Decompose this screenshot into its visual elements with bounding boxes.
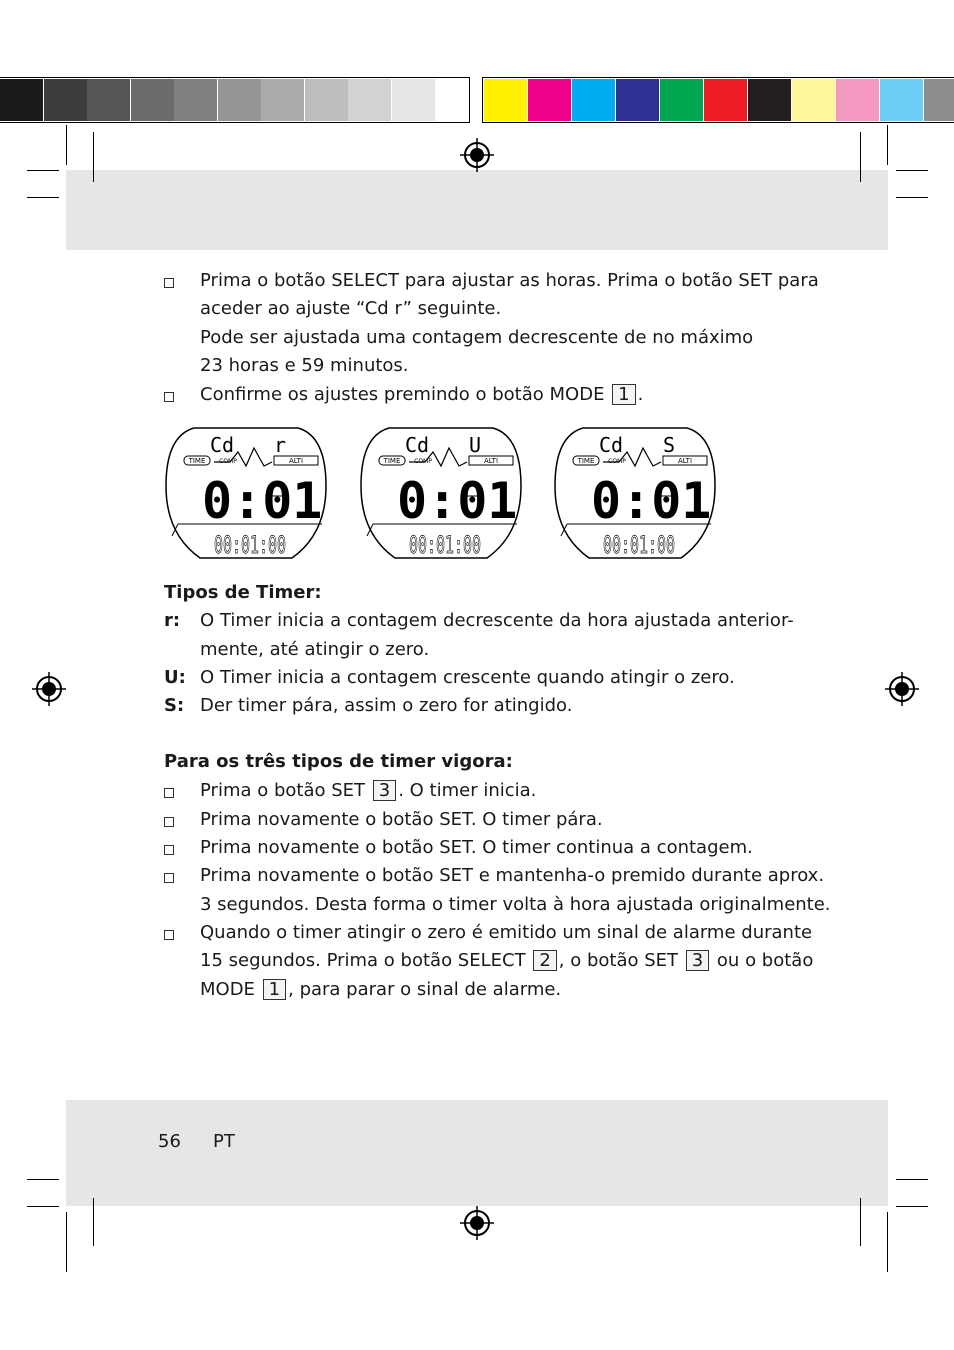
timer-type-indicator: S: [663, 433, 676, 457]
registration-mark-icon: [460, 138, 494, 172]
section-heading: Tipos de Timer:: [164, 582, 322, 603]
time-label: TIME: [383, 457, 401, 465]
crop-mark: [66, 1212, 67, 1272]
step-text: 15 segundos. Prima o botão SELECT: [200, 950, 526, 971]
paragraph-line: [200, 381, 643, 410]
paragraph-line: 23 horas e 59 minutos.: [200, 355, 409, 376]
mode-button-reference: 1: [612, 384, 635, 405]
crop-mark: [27, 1179, 59, 1180]
step-text: , para parar o sinal de alarme.: [288, 979, 562, 1000]
step-text: ou o botão: [716, 950, 814, 971]
page-number: 56: [158, 1131, 181, 1152]
paragraph-line: [200, 947, 813, 976]
timer-type-indicator: U: [469, 433, 482, 457]
comp-label: COMP: [219, 458, 237, 465]
confirm-text: Confirme os ajustes premindo o botão MODE: [200, 384, 605, 405]
paragraph-line: Pode ser ajustada uma contagem decrescente de no máximo: [200, 327, 754, 348]
paragraph-line: Prima novamente o botão SET. O timer continua a contagem.: [200, 837, 753, 858]
paragraph-line: Prima novamente o botão SET. O timer pára.: [200, 809, 603, 830]
sub-digits: 00:01:00: [409, 531, 481, 559]
main-digits: 0:01: [591, 472, 712, 530]
registration-mark-icon: [460, 1206, 494, 1240]
bullet-box: [164, 392, 174, 402]
mode-indicator: Cd: [599, 433, 624, 457]
time-label: TIME: [188, 457, 206, 465]
watch-face: [164, 426, 328, 560]
crop-mark: [896, 170, 928, 171]
definition-label: U:: [164, 667, 186, 688]
bullet-box: [164, 788, 174, 798]
crop-mark: [93, 132, 94, 182]
registration-mark-icon: [32, 672, 66, 706]
crop-mark: [27, 197, 59, 198]
crop-mark: [860, 1198, 861, 1246]
bullet-box: [164, 278, 174, 288]
set-button-reference: 3: [686, 950, 709, 971]
bullet-box: [164, 930, 174, 940]
definition-label: r:: [164, 610, 181, 631]
crop-mark: [896, 1179, 928, 1180]
alti-label: ALTI: [288, 457, 304, 465]
paragraph-line: Prima o botão SELECT para ajustar as horas. Prima o botão SET para: [200, 270, 819, 291]
main-digits: 0:01: [202, 472, 323, 530]
color-bar-frame: [482, 77, 954, 123]
watch-display: [553, 426, 717, 560]
crop-mark: [887, 125, 888, 165]
paragraph-line: aceder ao ajuste “Cd r” seguinte.: [200, 298, 502, 319]
step-text: , o botão SET: [558, 950, 678, 971]
watch-display: [359, 426, 523, 560]
set-button-reference: 3: [373, 780, 396, 801]
watch-face: [553, 426, 717, 560]
definition-text: Der timer pára, assim o zero for atingido.: [200, 695, 573, 716]
language-code: PT: [213, 1131, 235, 1152]
watch-face: [359, 426, 523, 560]
step-text: Prima o botão SET: [200, 780, 366, 801]
crop-mark: [860, 132, 861, 182]
crop-mark: [93, 1198, 94, 1246]
mode-indicator: Cd: [405, 433, 430, 457]
comp-label: COMP: [608, 458, 626, 465]
header-band: [66, 170, 888, 250]
crop-mark: [66, 125, 67, 165]
bullet-box: [164, 817, 174, 827]
watch-display: [164, 426, 328, 560]
step-text: . O timer inicia.: [398, 780, 537, 801]
crop-mark: [896, 197, 928, 198]
paragraph-line: [200, 777, 536, 806]
step-text: MODE: [200, 979, 255, 1000]
definition-label: S:: [164, 695, 185, 716]
paragraph-line: [200, 976, 561, 1005]
color-bar-frame: [0, 77, 470, 123]
mode-indicator: Cd: [210, 433, 235, 457]
bullet-box: [164, 845, 174, 855]
paragraph-line: Prima novamente o botão SET e mantenha-o premido durante aprox.: [200, 865, 825, 886]
crop-mark: [887, 1212, 888, 1272]
select-button-reference: 2: [533, 950, 556, 971]
paragraph-line: 3 segundos. Desta forma o timer volta à hora ajustada originalmente.: [200, 894, 831, 915]
alti-label: ALTI: [677, 457, 693, 465]
sub-digits: 00:01:00: [603, 531, 675, 559]
timer-type-indicator: r: [274, 433, 287, 457]
definition-text: O Timer inicia a contagem decrescente da hora ajustada anterior-: [200, 610, 794, 631]
footer-band: [66, 1100, 888, 1206]
sub-digits: 00:01:00: [214, 531, 286, 559]
crop-mark: [27, 1206, 59, 1207]
alti-label: ALTI: [483, 457, 499, 465]
punctuation: .: [637, 384, 644, 405]
bullet-box: [164, 873, 174, 883]
comp-label: COMP: [414, 458, 432, 465]
crop-mark: [27, 170, 59, 171]
paragraph-line: Quando o timer atingir o zero é emitido um sinal de alarme durante: [200, 922, 813, 943]
main-digits: 0:01: [397, 472, 518, 530]
crop-mark: [896, 1206, 928, 1207]
definition-text: mente, até atingir o zero.: [200, 639, 430, 660]
section-heading: Para os três tipos de timer vigora:: [164, 751, 513, 772]
registration-mark-icon: [885, 672, 919, 706]
time-label: TIME: [577, 457, 595, 465]
definition-text: O Timer inicia a contagem crescente quando atingir o zero.: [200, 667, 735, 688]
mode-button-reference: 1: [263, 979, 286, 1000]
